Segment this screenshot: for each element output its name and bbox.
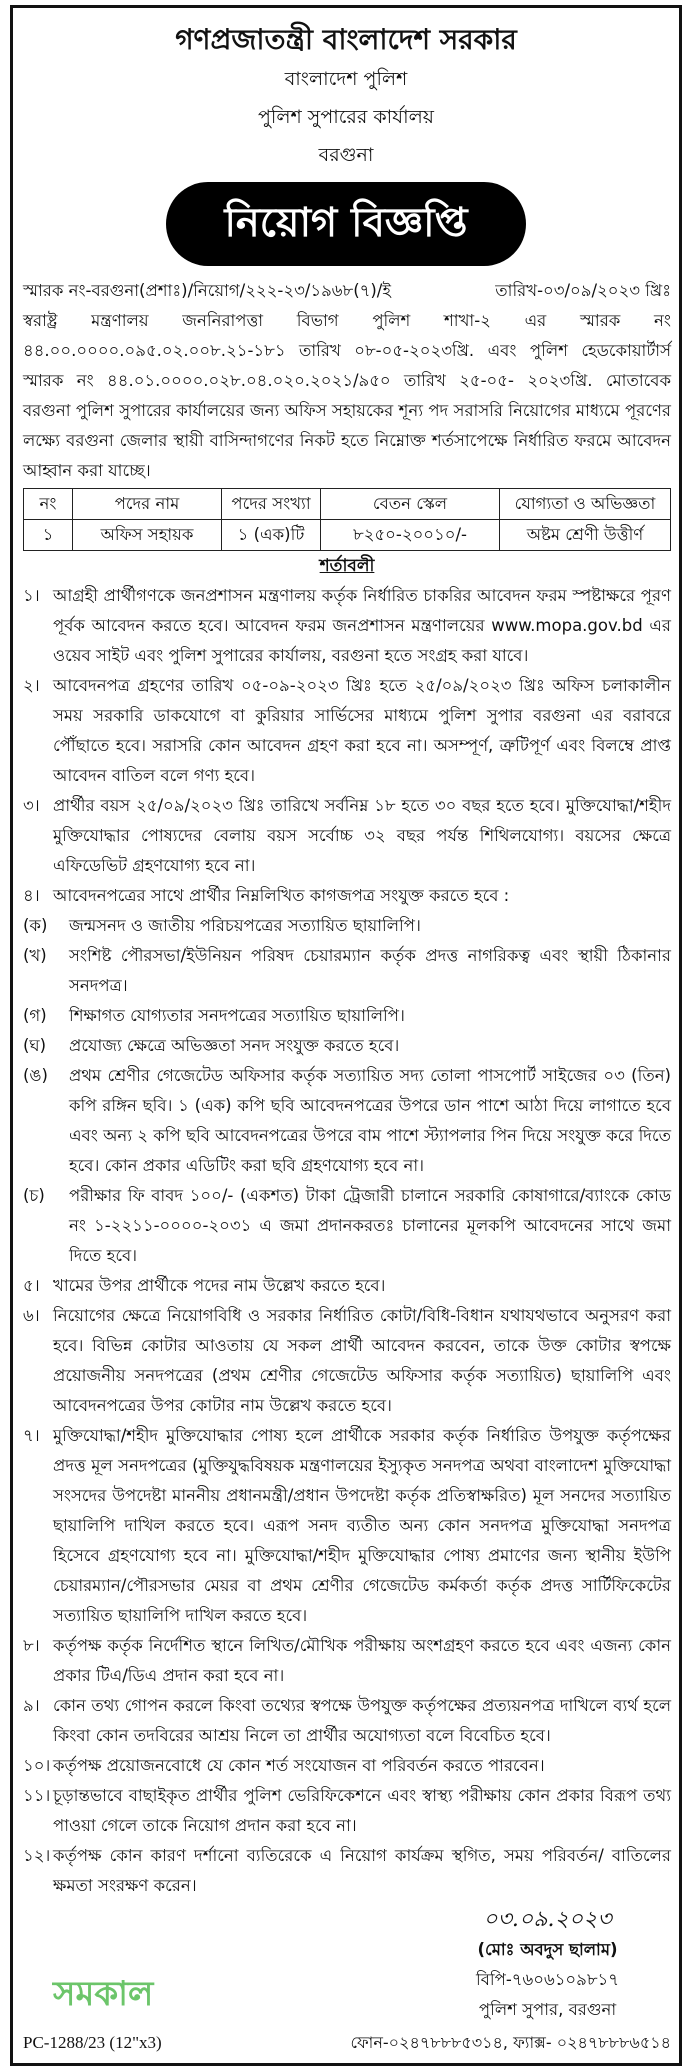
cell-post-name: অফিস সহায়ক — [73, 520, 222, 551]
notice-frame — [10, 5, 682, 2066]
publication-code: PC-1288/23 (12"x3) — [23, 2033, 162, 2052]
col-post-count: পদের সংখ্যা — [222, 489, 321, 520]
conditions-list — [23, 581, 671, 911]
item-number: ১২। — [23, 1846, 51, 1865]
item-number: ৯। — [23, 1696, 40, 1715]
item-text: সংশিষ্ট পৌরসভা/ইউনিয়ন পরিষদ চেয়ারম্যান কর্তৃক প্রদত্ত নাগরিকত্ব এবং স্থায়ী ঠিকানার সনদপত্র। — [69, 946, 671, 995]
signature-block — [476, 1905, 619, 2025]
col-pay-scale: বেতন স্কেল — [321, 489, 500, 520]
list-item — [23, 1271, 671, 1301]
item-text: আগ্রহী প্রার্থীগণকে জনপ্রশাসন মন্ত্রণালয় কর্তৃক নির্ধারিত চাকরির আবেদন ফরম স্পষ্টাক্ষরে পূরণ পূর্বক আবেদন করতে হবে। আবেদন ফরম জনপ্রশাসন মন্ত্রণালয়ের www.mopa.gov.bd এর ওয়েব সাইট এবং পুলিশ সুপারের কার্যালয়, বরগুনা হতে সংগ্রহ করা যাবে। — [53, 586, 671, 665]
item-text: নিয়োগের ক্ষেত্রে নিয়োগবিধি ও সরকার নির্ধারিত কোটা/বিধি-বিধান যথাযথভাবে অনুসরণ করা হবে। বিভিন্ন কোটার আওতায় যে সকল প্রার্থী আবেদন করবেন, তাকে উক্ত কোটার স্বপক্ষে প্রয়োজনীয় সনদপত্রের (প্রথম শ্রেণীর গেজেটেড অফিসার কর্তৃক সত্যায়িত) ছায়ালিপি এবং আবেদনপত্রের উপর কোটার নাম উল্লেখ করতে হবে। — [53, 1306, 671, 1415]
list-item — [23, 581, 671, 671]
cell-qualification: অষ্টম শ্রেণী উত্তীর্ণ — [500, 520, 671, 551]
table-row — [24, 520, 671, 551]
list-item — [23, 1031, 671, 1061]
item-text: কর্তৃপক্ষ প্রয়োজনবোধে যে কোন শর্ত সংযোজন বা পরিবর্তন করতে পারবেন। — [53, 1756, 545, 1775]
item-text: প্রযোজ্য ক্ষেত্রে অভিজ্ঞতা সনদ সংযুক্ত করতে হবে। — [69, 1036, 400, 1055]
memo-line — [23, 276, 671, 306]
list-item — [23, 881, 671, 911]
contact-info: ফোন-০২৪৭৮৮৮৫৩১৪, ফ্যাক্স- ০২৪৭৮৮৮৬৫১৪ — [350, 2033, 671, 2052]
item-number: ৪। — [23, 886, 40, 905]
item-text: প্রথম শ্রেণীর গেজেটেড অফিসার কর্তৃক সত্যায়িত সদ্য তোলা পাসপোর্ট সাইজের ০৩ (তিন) কপি রঙ্গিন ছবি। ১ (এক) কপি ছবি আবেদনপত্রের উপরে ডান পাশে আঠা দিয়ে লাগাতে হবে এবং অন্য ২ কপি ছবি আবেদনপত্রের উপরে বাম পাশে স্ট্যাপলার পিন দিয়ে সংযুক্ত করে দিতে হবে। কোন প্রকার এডিটিং করা ছবি গ্রহণযোগ্য হবে না। — [69, 1066, 671, 1175]
conditions-list-continued — [23, 1271, 671, 1901]
signatory-designation: পুলিশ সুপার, বরগুনা — [478, 2000, 617, 2019]
item-number: (চ) — [23, 1186, 45, 1205]
vacancy-table — [23, 488, 671, 551]
item-number: (খ) — [23, 946, 47, 965]
watermark-logo: সমকাল — [53, 1974, 154, 2014]
cell-post-count: ১ (এক)টি — [222, 520, 321, 551]
cell-pay-scale: ৮২৫০-২০০১০/- — [321, 520, 500, 551]
item-text: আবেদনপত্র গ্রহণের তারিখ ০৫-০৯-২০২৩ খ্রিঃ হতে ২৫/০৯/২০২৩ খ্রিঃ অফিস চলাকালীন সময় সরকারি ডাকযোগে বা কুরিয়ার সার্ভিসের মাধ্যমে পুলিশ সুপার বরগুনা এর বরাবরে পৌঁছাতে হবে। সরাসরি কোন আবেদন গ্রহণ করা হবে না। অসম্পূর্ণ, ত্রুটিপূর্ণ এবং বিলম্বে প্রাপ্ত আবেদন বাতিল বলে গণ্য হবে। — [53, 676, 671, 785]
list-item — [23, 1841, 671, 1901]
list-item — [23, 1181, 671, 1271]
item-text: চূড়ান্তভাবে বাছাইকৃত প্রার্থীর পুলিশ ভেরিফিকেশনে এবং স্বাস্থ্য পরীক্ষায় কোন প্রকার বিরূপ তথ্য পাওয়া গেলে তাকে নিয়োগ প্রদান করা হবে না। — [53, 1786, 671, 1835]
item-text: শিক্ষাগত যোগ্যতার সনদপত্রের সত্যায়িত ছায়ালিপি। — [69, 1006, 405, 1025]
col-post-name: পদের নাম — [73, 489, 222, 520]
bottom-area — [13, 1901, 679, 2025]
item-number: (গ) — [23, 1006, 47, 1025]
item-number: ১। — [23, 586, 40, 605]
attachments-list — [23, 911, 671, 1271]
item-text: আবেদনপত্রের সাথে প্রার্থীর নিম্নলিখিত কাগজপত্র সংযুক্ত করতে হবে : — [53, 886, 510, 905]
list-item — [23, 671, 671, 791]
item-number: ৬। — [23, 1306, 40, 1325]
list-item — [23, 1421, 671, 1631]
signatory-bp: বিপি-৭৬০৬১০৯৮১৭ — [476, 1970, 619, 1989]
list-item — [23, 1781, 671, 1841]
footer — [13, 2025, 679, 2055]
list-item — [23, 1001, 671, 1031]
memo-date: তারিখ-০৩/০৯/২০২৩ খ্রিঃ — [495, 281, 671, 300]
item-number: (ঙ) — [23, 1066, 48, 1085]
item-number: ৮। — [23, 1636, 40, 1655]
item-number: (ঘ) — [23, 1036, 47, 1055]
list-item — [23, 941, 671, 1001]
district-name: বরগুনা — [318, 144, 374, 166]
department-name: বাংলাদেশ পুলিশ — [284, 68, 408, 90]
item-number: ২। — [23, 676, 40, 695]
list-item — [23, 1691, 671, 1751]
notice-header — [13, 20, 679, 266]
item-text: খামের উপর প্রার্থীকে পদের নাম উল্লেখ করতে হবে। — [53, 1276, 386, 1295]
list-item — [23, 1631, 671, 1691]
signatory-name: (মোঃ অবদুস ছালাম) — [477, 1940, 618, 1959]
item-text: কোন তথ্য গোপন করলে কিংবা তথ্যের স্বপক্ষে উপযুক্ত কর্তৃপক্ষের প্রত্যয়নপত্র দাখিলে ব্যর্থ হলে কিংবা কোন তদবিরের আশ্রয় নিলে তা প্রার্থীর অযোগ্যতা বলে বিবেচিত হবে। — [53, 1696, 671, 1745]
item-text: জন্মসনদ ও জাতীয় পরিচয়পত্রের সত্যায়িত ছায়ালিপি। — [69, 916, 421, 935]
government-name: গণপ্রজাতন্ত্রী বাংলাদেশ সরকার — [175, 23, 517, 56]
item-number: (ক) — [23, 916, 48, 935]
item-number: ৫। — [23, 1276, 40, 1295]
list-item — [23, 791, 671, 881]
cell-serial: ১ — [24, 520, 73, 551]
conditions-title: শর্তাবলী — [319, 556, 375, 576]
list-item — [23, 1061, 671, 1181]
item-number: ১০। — [23, 1756, 51, 1775]
list-item — [23, 911, 671, 941]
item-number: ১১। — [23, 1786, 51, 1805]
notice-title: নিয়োগ বিজ্ঞপ্তি — [166, 182, 526, 266]
item-text: কর্তৃপক্ষ কর্তৃক নির্দেশিত স্থানে লিখিত/মৌখিক পরীক্ষায় অংশগ্রহণ করতে হবে এবং এজন্য কোন প্রকার টিএ/ডিএ প্রদান করা হবে না। — [53, 1636, 671, 1685]
handwritten-signature: ০৩.০৯.২০২৩ — [483, 1907, 612, 1932]
list-item — [23, 1751, 671, 1781]
item-text: কর্তৃপক্ষ কোন কারণ দর্শানো ব্যতিরেকে এ নিয়োগ কার্যক্রম স্থগিত, সময় পরিবর্তন/ বাতিলের ক্ষমতা সংরক্ষণ করেন। — [53, 1846, 671, 1895]
list-item — [23, 1301, 671, 1421]
col-serial: নং — [24, 489, 73, 520]
memo-reference: স্মারক নং-বরগুনা(প্রশাঃ)/নিয়োগ/২২২-২৩/১৯৬৮(৭)/ই — [23, 281, 391, 300]
col-qualification: যোগ্যতা ও অভিজ্ঞতা — [500, 489, 671, 520]
office-name: পুলিশ সুপারের কার্যালয় — [258, 106, 434, 128]
item-number: ৩। — [23, 796, 40, 815]
intro-paragraph: স্বরাষ্ট্র মন্ত্রণালয় জননিরাপত্তা বিভাগ পুলিশ শাখা-২ এর স্মারক নং ৪৪.০০.০০০০.০৯৫.০২.০০৮.২১-১৮১ তারিখ ০৮-০৫-২০২৩খ্রি. এবং পুলিশ হেডকোয়ার্টার্স স্মারক নং ৪৪.০১.০০০০.০২৮.০৪.০২০.২০২১/৯৫০ তারিখ ২৫-০৫- ২০২৩খ্রি. মোতাবেক বরগুনা পুলিশ সুপারের কার্যালয়ের জন্য অফিস সহায়কের শূন্য পদ সরাসরি নিয়োগের মাধ্যমে পূরণের লক্ষ্যে বরগুনা জেলার স্থায়ী বাসিন্দাগণের নিকট হতে নিম্নোক্ত শর্তসাপেক্ষে নির্ধারিত ফরমে আবেদন আহ্বান করা যাচ্ছে। — [23, 311, 671, 480]
item-text: পরীক্ষার ফি বাবদ ১০০/- (একশত) টাকা ট্রেজারী চালানে সরকারি কোষাগারে/ব্যাংকে কোড নং ১-২২১১-০০০০-২০৩১ এ জমা প্রদানকরতঃ চালানের মূলকপি আবেদনের সাথে জমা দিতে হবে। — [69, 1186, 671, 1265]
item-text: মুক্তিযোদ্ধা/শহীদ মুক্তিযোদ্ধার পোষ্য হলে প্রার্থীকে সরকার কর্তৃক নির্ধারিত উপযুক্ত কর্তৃপক্ষের প্রদত্ত মূল সনদপত্রের (মুক্তিযুদ্ধবিষয়ক মন্ত্রণালয়ের ইস্যুকৃত সনদপত্র অথবা বাংলাদেশ মুক্তিযোদ্ধা সংসদের উপদেষ্টা মাননীয় প্রধানমন্ত্রী/প্রধান উপদেষ্টা কর্তৃক প্রতিস্বাক্ষরিত) মূল সনদের সত্যায়িত ছায়ালিপি দাখিল করতে হবে। এরূপ সনদ ব্যতীত অন্য কোন সনদপত্র মুক্তিযোদ্ধা সনদপত্র হিসেবে গ্রহণযোগ্য হবে না। মুক্তিযোদ্ধা/শহীদ মুক্তিযোদ্ধার পোষ্য প্রমাণের জন্য স্থানীয় ইউপি চেয়ারম্যান/পৌরসভার মেয়র বা প্রথম শ্রেণীর গেজেটেড কর্মকর্তা কর্তৃক প্রদত্ত সার্টিফিকেটের সত্যায়িত ছায়ালিপি দাখিল করতে হবে। — [53, 1426, 671, 1625]
table-header-row — [24, 489, 671, 520]
item-text: প্রার্থীর বয়স ২৫/০৯/২০২৩ খ্রিঃ তারিখে সর্বনিম্ন ১৮ হতে ৩০ বছর হতে হবে। মুক্তিযোদ্ধা/শহীদ মুক্তিযোদ্ধার পোষ্যদের বেলায় বয়স সর্বোচ্চ ৩২ বছর পর্যন্ত শিথিলযোগ্য। বয়সের ক্ষেত্রে এফিডেভিট গ্রহণযোগ্য হবে না। — [53, 796, 671, 875]
item-number: ৭। — [23, 1426, 40, 1445]
